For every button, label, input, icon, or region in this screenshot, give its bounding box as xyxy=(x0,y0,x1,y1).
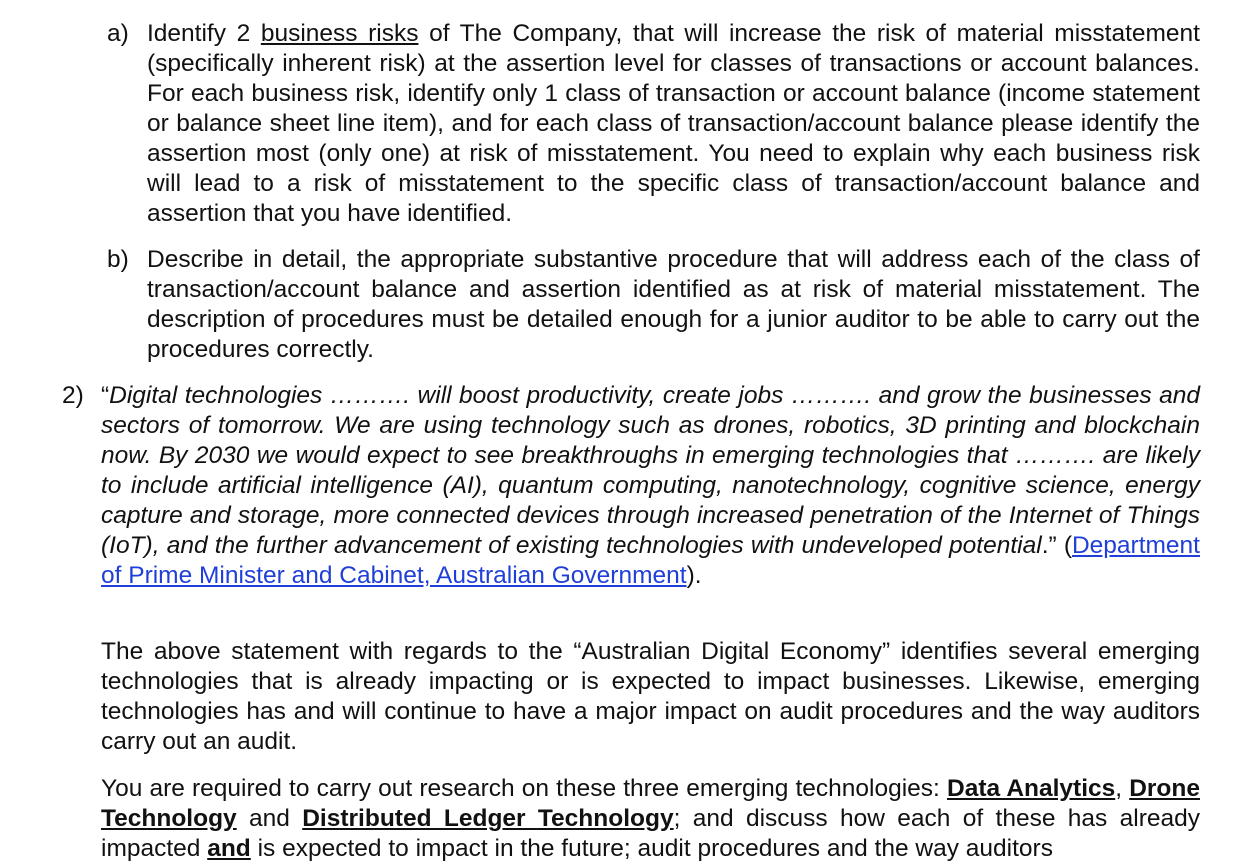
quote-text: Digital technologies ………. will boost productivity, create jobs ………. and grow the businesses and sectors of tomorrow. We are using technology such as drones, robotics, 3D printing and blockchain now. By 2030 we would expect to see breakthroughs in emerging technologies that ………. are likely to include artificial intelligence (AI), quantum computing, nanotechnology, cognitive science, energy capture and storage, more connected devices through increased penetration of the Internet of Things (IoT), and the further advancement of existing technologies with undeveloped potential xyxy=(101,382,1200,559)
paragraph-research-task xyxy=(101,774,1200,864)
close-quote: .” ( xyxy=(1041,532,1072,559)
research-text-1: You are required to carry out research on these three emerging technologies: xyxy=(101,775,947,802)
item-a-text xyxy=(147,19,1200,229)
item-a-text-2: of The Company, that will increase the risk of material misstatement (specifically inherent risk) at the assertion level for classes of transactions or account balances. For each business risk, identify only 1 class of transaction or account balance (income statement or balance sheet line item), and for each class of transaction/account balance please identify the assertion most (only one) at risk of misstatement. You need to explain why each business risk will lead to a risk of misstatement to the specific class of transaction/account balance and assertion that you have identified. xyxy=(147,20,1200,227)
term-drone-technology: Drone Technology xyxy=(101,775,1200,832)
digital-economy-text: The above statement with regards to the “Australian Digital Economy” identifies several emerging technologies that is already impacting or is expected to impact businesses. Likewise, emerging technologies has and will continue to have a major impact on audit procedures and the way auditors carry out an audit. xyxy=(101,638,1200,755)
citation-close: ). xyxy=(686,562,702,589)
item-a-text-1: Identify 2 xyxy=(147,20,261,47)
question-2-label: 2) xyxy=(62,382,84,409)
citation-link[interactable]: Department of Prime Minister and Cabinet, Australian Government xyxy=(101,532,1200,589)
question-2 xyxy=(0,381,1246,591)
paragraph-digital-economy xyxy=(101,637,1200,757)
business-risks-term: business risks xyxy=(260,20,419,47)
open-quote: “ xyxy=(101,382,110,409)
term-distributed-ledger: Distributed Ledger Technology xyxy=(302,805,674,832)
research-text-2: , xyxy=(1115,775,1130,802)
item-b-text: Describe in detail, the appropriate substantive procedure that will address each of the class of transaction/account balance and assertion identified as at risk of material misstatement. The description of procedures must be detailed enough for a junior auditor to be able to carry out the procedures correctly. xyxy=(147,246,1200,363)
research-text-5: is expected to impact in the future; audit procedures and the way auditors xyxy=(250,835,1053,862)
research-text-4: ; and discuss how each of these has already impacted xyxy=(101,805,1200,862)
item-b-label: b) xyxy=(107,246,129,273)
item-a-label: a) xyxy=(107,20,129,47)
emphasis-and: and xyxy=(207,835,251,862)
research-task-text xyxy=(101,774,1200,864)
question-item-b xyxy=(0,245,1246,365)
research-text-3: and xyxy=(236,805,303,832)
term-data-analytics: Data Analytics xyxy=(947,775,1116,802)
question-item-a xyxy=(0,19,1246,229)
quote-paragraph xyxy=(101,381,1200,591)
